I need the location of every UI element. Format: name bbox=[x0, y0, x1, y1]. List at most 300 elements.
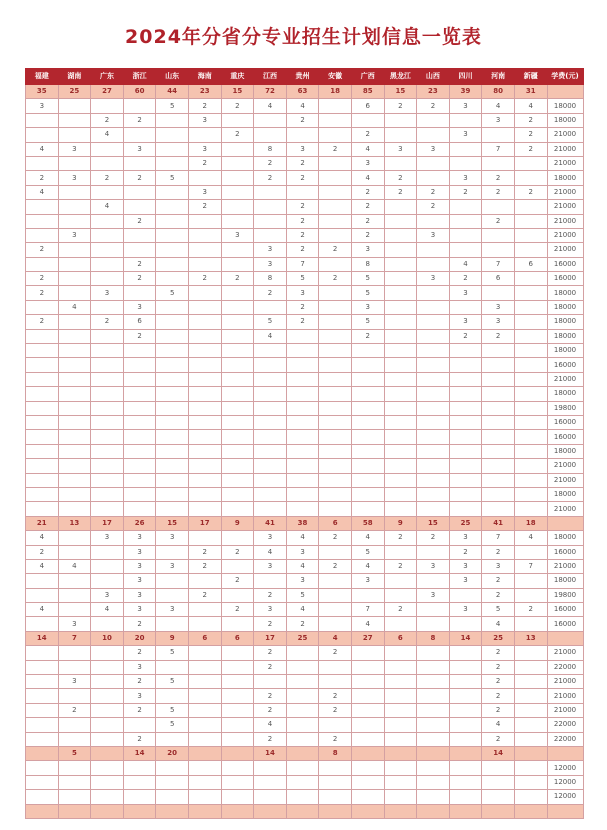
quota-cell bbox=[26, 358, 59, 372]
quota-cell: 3 bbox=[449, 531, 482, 545]
quota-cell: 3 bbox=[123, 660, 156, 674]
quota-cell: 2 bbox=[188, 272, 221, 286]
quota-cell bbox=[58, 660, 91, 674]
tuition-cell: 21000 bbox=[547, 689, 583, 703]
quota-cell bbox=[384, 228, 417, 242]
quota-cell: 2 bbox=[482, 732, 515, 746]
quota-cell bbox=[514, 675, 547, 689]
tuition-cell: 21000 bbox=[547, 459, 583, 473]
quota-cell: 2 bbox=[514, 113, 547, 127]
quota-cell bbox=[449, 617, 482, 631]
quota-cell bbox=[221, 459, 254, 473]
quota-cell bbox=[188, 804, 221, 818]
quota-cell bbox=[221, 300, 254, 314]
quota-cell bbox=[319, 459, 352, 473]
quota-cell bbox=[514, 459, 547, 473]
quota-cell: 2 bbox=[319, 272, 352, 286]
quota-cell bbox=[26, 459, 59, 473]
quota-cell bbox=[384, 703, 417, 717]
tuition-cell: 16000 bbox=[547, 415, 583, 429]
quota-cell bbox=[417, 574, 450, 588]
quota-cell bbox=[384, 387, 417, 401]
quota-cell bbox=[514, 746, 547, 760]
quota-cell bbox=[514, 689, 547, 703]
quota-cell: 2 bbox=[384, 185, 417, 199]
quota-cell: 2 bbox=[221, 574, 254, 588]
quota-cell bbox=[449, 689, 482, 703]
quota-cell bbox=[319, 415, 352, 429]
quota-cell bbox=[123, 358, 156, 372]
quota-cell bbox=[26, 128, 59, 142]
quota-cell: 5 bbox=[156, 171, 189, 185]
quota-cell bbox=[449, 156, 482, 170]
quota-cell: 3 bbox=[449, 128, 482, 142]
quota-cell: 3 bbox=[351, 300, 384, 314]
quota-cell: 14 bbox=[254, 746, 287, 760]
page-title: 2024年分省分专业招生计划信息一览表 bbox=[125, 26, 482, 48]
quota-cell: 27 bbox=[91, 85, 124, 99]
quota-cell: 6 bbox=[482, 272, 515, 286]
quota-cell bbox=[221, 660, 254, 674]
quota-cell: 2 bbox=[254, 660, 287, 674]
quota-cell bbox=[319, 358, 352, 372]
quota-cell bbox=[254, 300, 287, 314]
quota-cell: 9 bbox=[384, 516, 417, 530]
quota-cell bbox=[91, 617, 124, 631]
quota-cell: 3 bbox=[482, 300, 515, 314]
quota-cell bbox=[514, 315, 547, 329]
quota-cell bbox=[417, 804, 450, 818]
quota-cell bbox=[384, 588, 417, 602]
table-row bbox=[26, 272, 584, 286]
quota-cell bbox=[384, 444, 417, 458]
quota-cell bbox=[188, 775, 221, 789]
quota-cell bbox=[514, 473, 547, 487]
quota-cell: 2 bbox=[221, 545, 254, 559]
quota-cell bbox=[123, 243, 156, 257]
quota-cell: 3 bbox=[123, 300, 156, 314]
tuition-cell bbox=[547, 804, 583, 818]
quota-cell bbox=[417, 617, 450, 631]
quota-cell bbox=[58, 200, 91, 214]
quota-cell: 25 bbox=[449, 516, 482, 530]
quota-cell bbox=[156, 574, 189, 588]
quota-cell: 9 bbox=[156, 631, 189, 645]
quota-cell: 3 bbox=[417, 588, 450, 602]
quota-cell bbox=[221, 171, 254, 185]
quota-cell: 2 bbox=[449, 185, 482, 199]
quota-cell bbox=[221, 185, 254, 199]
quota-cell bbox=[254, 675, 287, 689]
tuition-cell: 21000 bbox=[547, 703, 583, 717]
summary-row bbox=[26, 746, 584, 760]
quota-cell bbox=[156, 401, 189, 415]
quota-cell: 2 bbox=[384, 603, 417, 617]
quota-cell bbox=[514, 372, 547, 386]
quota-cell: 2 bbox=[417, 99, 450, 113]
quota-cell bbox=[221, 142, 254, 156]
quota-cell: 2 bbox=[188, 545, 221, 559]
quota-cell bbox=[188, 372, 221, 386]
quota-cell bbox=[482, 344, 515, 358]
tuition-cell: 19800 bbox=[547, 588, 583, 602]
quota-cell: 3 bbox=[58, 228, 91, 242]
column-header: 山西 bbox=[417, 69, 450, 85]
table-row bbox=[26, 243, 584, 257]
quota-cell: 2 bbox=[58, 703, 91, 717]
quota-cell bbox=[351, 732, 384, 746]
quota-cell bbox=[221, 344, 254, 358]
quota-cell: 31 bbox=[514, 85, 547, 99]
quota-cell bbox=[254, 372, 287, 386]
quota-cell: 6 bbox=[123, 315, 156, 329]
quota-cell bbox=[91, 401, 124, 415]
quota-cell bbox=[254, 200, 287, 214]
quota-cell: 3 bbox=[123, 531, 156, 545]
quota-cell bbox=[417, 128, 450, 142]
quota-cell: 2 bbox=[254, 732, 287, 746]
table-row bbox=[26, 502, 584, 516]
quota-cell bbox=[58, 646, 91, 660]
quota-cell bbox=[123, 459, 156, 473]
quota-cell bbox=[384, 315, 417, 329]
quota-cell bbox=[384, 358, 417, 372]
quota-cell: 4 bbox=[58, 559, 91, 573]
tuition-cell: 21000 bbox=[547, 185, 583, 199]
quota-cell bbox=[286, 718, 319, 732]
quota-cell bbox=[384, 344, 417, 358]
quota-cell bbox=[91, 329, 124, 343]
quota-cell bbox=[58, 531, 91, 545]
quota-cell bbox=[254, 775, 287, 789]
quota-cell: 3 bbox=[417, 228, 450, 242]
quota-cell bbox=[91, 156, 124, 170]
quota-cell bbox=[319, 761, 352, 775]
quota-cell: 2 bbox=[254, 617, 287, 631]
quota-cell: 44 bbox=[156, 85, 189, 99]
quota-cell bbox=[221, 329, 254, 343]
quota-cell: 2 bbox=[254, 689, 287, 703]
tuition-cell: 21000 bbox=[547, 646, 583, 660]
quota-cell bbox=[58, 315, 91, 329]
quota-cell bbox=[91, 746, 124, 760]
quota-cell bbox=[417, 358, 450, 372]
quota-cell: 4 bbox=[514, 531, 547, 545]
quota-cell bbox=[156, 732, 189, 746]
quota-cell bbox=[123, 804, 156, 818]
quota-cell: 2 bbox=[286, 243, 319, 257]
tuition-cell bbox=[547, 516, 583, 530]
tuition-cell: 16000 bbox=[547, 257, 583, 271]
column-header: 贵州 bbox=[286, 69, 319, 85]
quota-cell bbox=[58, 372, 91, 386]
quota-cell: 8 bbox=[351, 257, 384, 271]
quota-cell bbox=[449, 387, 482, 401]
quota-cell bbox=[123, 444, 156, 458]
table-row bbox=[26, 286, 584, 300]
quota-cell bbox=[417, 401, 450, 415]
quota-cell: 2 bbox=[351, 128, 384, 142]
table-row bbox=[26, 99, 584, 113]
quota-cell: 2 bbox=[449, 272, 482, 286]
quota-cell: 5 bbox=[286, 272, 319, 286]
quota-cell bbox=[286, 473, 319, 487]
quota-cell bbox=[384, 372, 417, 386]
quota-cell bbox=[449, 243, 482, 257]
quota-cell bbox=[351, 746, 384, 760]
quota-cell: 2 bbox=[384, 99, 417, 113]
quota-cell: 2 bbox=[26, 545, 59, 559]
quota-cell: 4 bbox=[351, 617, 384, 631]
quota-cell bbox=[417, 459, 450, 473]
quota-cell bbox=[26, 156, 59, 170]
quota-cell bbox=[351, 646, 384, 660]
quota-cell bbox=[188, 315, 221, 329]
quota-cell: 2 bbox=[417, 200, 450, 214]
quota-cell bbox=[26, 689, 59, 703]
quota-cell: 2 bbox=[123, 703, 156, 717]
quota-cell: 2 bbox=[254, 646, 287, 660]
quota-cell bbox=[514, 775, 547, 789]
quota-cell bbox=[58, 790, 91, 804]
quota-cell: 2 bbox=[319, 646, 352, 660]
quota-cell bbox=[384, 243, 417, 257]
quota-cell bbox=[58, 459, 91, 473]
quota-cell bbox=[514, 545, 547, 559]
table-row bbox=[26, 646, 584, 660]
quota-cell: 8 bbox=[254, 272, 287, 286]
quota-cell bbox=[254, 214, 287, 228]
quota-cell bbox=[254, 473, 287, 487]
quota-cell bbox=[156, 358, 189, 372]
quota-cell: 3 bbox=[58, 675, 91, 689]
tuition-cell: 18000 bbox=[547, 300, 583, 314]
quota-cell bbox=[26, 660, 59, 674]
table-row bbox=[26, 545, 584, 559]
table-row bbox=[26, 444, 584, 458]
quota-cell bbox=[26, 113, 59, 127]
quota-cell bbox=[58, 775, 91, 789]
quota-cell bbox=[384, 487, 417, 501]
quota-cell: 2 bbox=[482, 689, 515, 703]
tuition-cell: 21000 bbox=[547, 214, 583, 228]
quota-cell bbox=[449, 300, 482, 314]
quota-cell: 2 bbox=[319, 531, 352, 545]
quota-cell bbox=[514, 502, 547, 516]
quota-cell bbox=[58, 344, 91, 358]
tuition-cell bbox=[547, 746, 583, 760]
quota-cell: 2 bbox=[286, 113, 319, 127]
quota-cell bbox=[514, 732, 547, 746]
quota-cell bbox=[482, 200, 515, 214]
quota-cell bbox=[286, 344, 319, 358]
quota-cell: 2 bbox=[123, 257, 156, 271]
quota-cell bbox=[91, 718, 124, 732]
quota-cell bbox=[449, 444, 482, 458]
quota-cell bbox=[351, 660, 384, 674]
quota-cell bbox=[319, 200, 352, 214]
table-row bbox=[26, 487, 584, 501]
table-row bbox=[26, 228, 584, 242]
quota-cell bbox=[449, 732, 482, 746]
tuition-cell: 21000 bbox=[547, 228, 583, 242]
tuition-cell: 12000 bbox=[547, 761, 583, 775]
quota-cell bbox=[26, 574, 59, 588]
quota-cell bbox=[449, 344, 482, 358]
quota-cell bbox=[123, 128, 156, 142]
quota-cell: 2 bbox=[123, 171, 156, 185]
quota-cell bbox=[188, 574, 221, 588]
quota-cell bbox=[188, 617, 221, 631]
table-row bbox=[26, 315, 584, 329]
quota-cell bbox=[286, 444, 319, 458]
quota-cell bbox=[384, 300, 417, 314]
quota-cell bbox=[221, 473, 254, 487]
quota-cell: 4 bbox=[286, 603, 319, 617]
quota-cell bbox=[351, 430, 384, 444]
quota-cell bbox=[417, 387, 450, 401]
quota-cell bbox=[384, 761, 417, 775]
quota-cell bbox=[449, 430, 482, 444]
quota-cell: 80 bbox=[482, 85, 515, 99]
column-header: 江西 bbox=[254, 69, 287, 85]
table-row bbox=[26, 718, 584, 732]
quota-cell bbox=[417, 732, 450, 746]
quota-cell: 4 bbox=[482, 99, 515, 113]
quota-cell: 2 bbox=[514, 185, 547, 199]
quota-cell: 2 bbox=[351, 200, 384, 214]
quota-cell bbox=[91, 300, 124, 314]
quota-cell bbox=[26, 703, 59, 717]
quota-cell: 2 bbox=[188, 156, 221, 170]
quota-cell: 2 bbox=[319, 732, 352, 746]
quota-cell bbox=[449, 228, 482, 242]
quota-cell bbox=[514, 646, 547, 660]
quota-cell bbox=[319, 214, 352, 228]
quota-cell: 5 bbox=[351, 272, 384, 286]
quota-cell: 18 bbox=[514, 516, 547, 530]
quota-cell bbox=[58, 444, 91, 458]
quota-cell: 4 bbox=[514, 99, 547, 113]
quota-cell: 3 bbox=[254, 243, 287, 257]
quota-cell: 2 bbox=[286, 617, 319, 631]
quota-cell: 2 bbox=[286, 300, 319, 314]
quota-cell bbox=[286, 689, 319, 703]
quota-cell bbox=[188, 761, 221, 775]
quota-cell bbox=[156, 473, 189, 487]
quota-cell bbox=[482, 804, 515, 818]
tuition-cell: 16000 bbox=[547, 603, 583, 617]
quota-cell: 2 bbox=[351, 185, 384, 199]
quota-cell bbox=[319, 156, 352, 170]
quota-cell: 3 bbox=[26, 99, 59, 113]
quota-cell bbox=[384, 804, 417, 818]
quota-cell bbox=[319, 473, 352, 487]
quota-cell: 3 bbox=[188, 185, 221, 199]
quota-cell bbox=[26, 487, 59, 501]
quota-cell bbox=[417, 646, 450, 660]
column-header: 新疆 bbox=[514, 69, 547, 85]
quota-cell bbox=[91, 358, 124, 372]
column-header: 广东 bbox=[91, 69, 124, 85]
quota-cell: 3 bbox=[123, 142, 156, 156]
quota-cell bbox=[156, 775, 189, 789]
quota-cell bbox=[156, 243, 189, 257]
table-row bbox=[26, 171, 584, 185]
quota-cell bbox=[482, 444, 515, 458]
quota-cell bbox=[26, 732, 59, 746]
tuition-cell: 18000 bbox=[547, 315, 583, 329]
quota-cell bbox=[221, 718, 254, 732]
quota-cell: 25 bbox=[482, 631, 515, 645]
quota-cell bbox=[91, 646, 124, 660]
quota-cell bbox=[417, 660, 450, 674]
quota-cell: 3 bbox=[417, 142, 450, 156]
quota-cell bbox=[286, 415, 319, 429]
quota-cell: 2 bbox=[26, 315, 59, 329]
quota-cell: 5 bbox=[156, 703, 189, 717]
quota-cell bbox=[482, 430, 515, 444]
quota-cell bbox=[351, 502, 384, 516]
table-row bbox=[26, 559, 584, 573]
quota-cell bbox=[188, 675, 221, 689]
quota-cell bbox=[449, 372, 482, 386]
quota-cell bbox=[26, 344, 59, 358]
quota-cell: 3 bbox=[123, 559, 156, 573]
quota-cell bbox=[417, 430, 450, 444]
enrollment-plan-table bbox=[25, 68, 584, 819]
quota-cell bbox=[319, 588, 352, 602]
quota-cell bbox=[319, 401, 352, 415]
quota-cell: 2 bbox=[286, 171, 319, 185]
quota-cell bbox=[417, 718, 450, 732]
quota-cell bbox=[319, 228, 352, 242]
quota-cell bbox=[351, 761, 384, 775]
tuition-cell: 18000 bbox=[547, 286, 583, 300]
tuition-cell: 21000 bbox=[547, 142, 583, 156]
quota-cell bbox=[156, 128, 189, 142]
quota-cell bbox=[319, 718, 352, 732]
quota-cell bbox=[351, 487, 384, 501]
quota-cell bbox=[449, 502, 482, 516]
quota-cell: 58 bbox=[351, 516, 384, 530]
quota-cell: 2 bbox=[123, 675, 156, 689]
tuition-cell: 12000 bbox=[547, 775, 583, 789]
quota-cell: 13 bbox=[58, 516, 91, 530]
quota-cell bbox=[188, 703, 221, 717]
quota-cell bbox=[319, 185, 352, 199]
quota-cell bbox=[188, 646, 221, 660]
quota-cell bbox=[156, 444, 189, 458]
quota-cell bbox=[417, 761, 450, 775]
quota-cell bbox=[254, 804, 287, 818]
quota-cell bbox=[449, 473, 482, 487]
quota-cell: 5 bbox=[351, 286, 384, 300]
quota-cell bbox=[286, 790, 319, 804]
quota-cell: 2 bbox=[26, 171, 59, 185]
tuition-cell: 21000 bbox=[547, 559, 583, 573]
quota-cell: 4 bbox=[91, 128, 124, 142]
quota-cell bbox=[449, 415, 482, 429]
quota-cell: 41 bbox=[254, 516, 287, 530]
quota-cell: 85 bbox=[351, 85, 384, 99]
quota-cell bbox=[384, 502, 417, 516]
quota-cell: 17 bbox=[91, 516, 124, 530]
quota-cell: 14 bbox=[449, 631, 482, 645]
quota-cell bbox=[417, 329, 450, 343]
quota-cell bbox=[156, 790, 189, 804]
quota-cell bbox=[123, 502, 156, 516]
